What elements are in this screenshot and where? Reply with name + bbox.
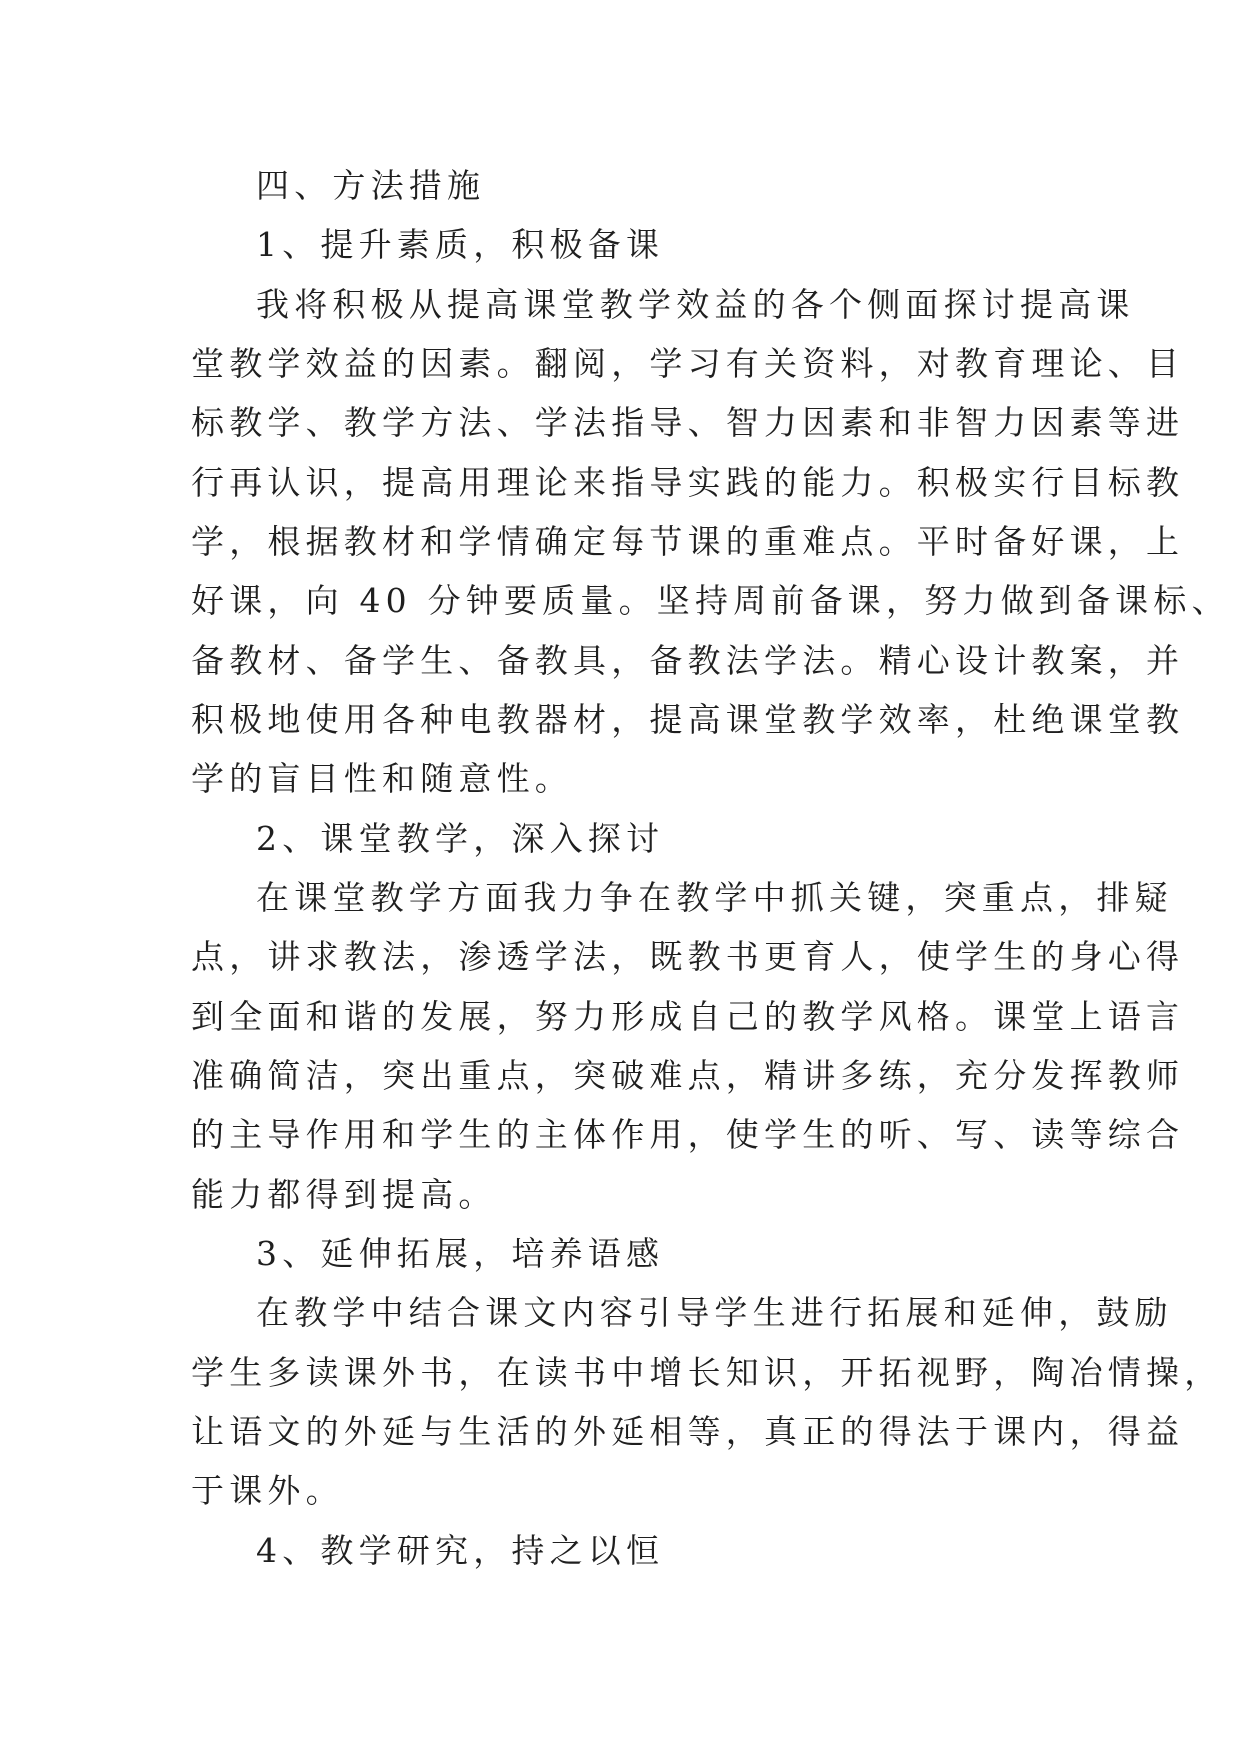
- subsection-heading: 3、延伸拓展，培养语感: [256, 1234, 665, 1273]
- paragraph-line: 点，讲求教法，渗透学法，既教书更育人，使学生的身心得: [191, 937, 1185, 976]
- paragraph-line: 学生多读课外书，在读书中增长知识，开拓视野，陶冶情操，: [191, 1353, 1223, 1392]
- paragraph-line: 到全面和谐的发展，努力形成自己的教学风格。课堂上语言: [191, 997, 1185, 1036]
- paragraph-line: 在课堂教学方面我力争在教学中抓关键，突重点，排疑: [256, 878, 1173, 917]
- paragraph-line: 我将积极从提高课堂教学效益的各个侧面探讨提高课: [256, 285, 1135, 324]
- paragraph-line: 于课外。: [191, 1471, 344, 1510]
- paragraph-line: 备教材、备学生、备教具，备教法学法。精心设计教案，并: [191, 641, 1185, 680]
- paragraph-line: 标教学、教学方法、学法指导、智力因素和非智力因素等进: [191, 403, 1185, 442]
- paragraph-line: 学的盲目性和随意性。: [191, 759, 573, 798]
- paragraph-line: 行再认识，提高用理论来指导实践的能力。积极实行目标教: [191, 463, 1185, 502]
- subsection-heading: 1、提升素质，积极备课: [256, 225, 665, 264]
- paragraph-line: 能力都得到提高。: [191, 1175, 497, 1214]
- paragraph-line: 让语文的外延与生活的外延相等，真正的得法于课内，得益: [191, 1412, 1185, 1451]
- paragraph-line: 学，根据教材和学情确定每节课的重难点。平时备好课，上: [191, 522, 1185, 561]
- section-heading: 四、方法措施: [256, 166, 486, 205]
- paragraph-line: 堂教学效益的因素。翻阅，学习有关资料，对教育理论、目: [191, 344, 1185, 383]
- subsection-heading: 2、课堂教学，深入探讨: [256, 819, 665, 858]
- paragraph-line: 好课，向 40 分钟要质量。坚持周前备课，努力做到备课标、: [191, 581, 1230, 620]
- paragraph-line: 积极地使用各种电教器材，提高课堂教学效率，杜绝课堂教: [191, 700, 1185, 739]
- paragraph-line: 的主导作用和学生的主体作用，使学生的听、写、读等综合: [191, 1115, 1185, 1154]
- subsection-heading: 4、教学研究，持之以恒: [256, 1531, 665, 1570]
- paragraph-line: 在教学中结合课文内容引导学生进行拓展和延伸，鼓励: [256, 1293, 1173, 1332]
- paragraph-line: 准确简洁，突出重点，突破难点，精讲多练，充分发挥教师: [191, 1056, 1185, 1095]
